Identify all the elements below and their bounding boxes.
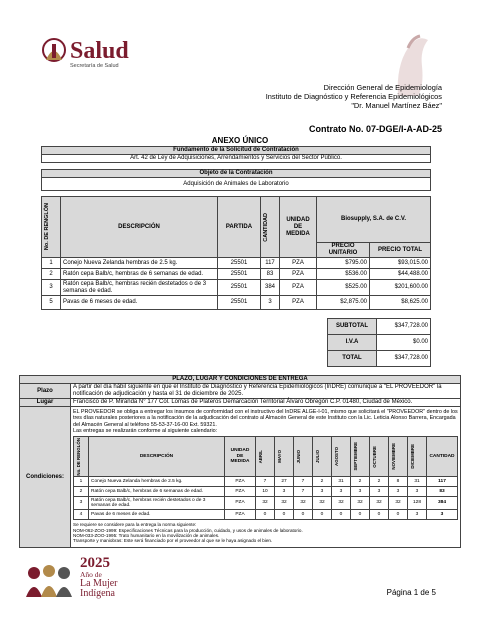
sched-header-descripcion: DESCRIPCIÓN <box>89 437 225 477</box>
table-row <box>42 280 431 296</box>
cell-renglon: 1 <box>42 258 61 269</box>
cell-partida: 25501 <box>218 269 261 280</box>
iva-value: $0.00 <box>377 335 431 351</box>
cell-precio-total: $8,625.00 <box>370 296 431 310</box>
year-motto-line: Año de <box>80 570 102 579</box>
page-number: Página 1 de 5 <box>386 588 436 597</box>
cell-month: 0 <box>370 510 389 520</box>
cell-cantidad: 384 <box>261 280 280 296</box>
schedule-table <box>73 436 458 520</box>
plazo-text: A partir del día hábil siguiente en que el Instituto de Diagnóstico y Referencia Epidemiológicos (InDRE) comunique a "EL PROVEEDOR" la notificación de adjudicación y hasta el 31 de diciembre de 2025. <box>71 384 461 399</box>
institution-line: "Dr. Manuel Martínez Báez" <box>351 101 442 110</box>
cell-month: 32 <box>256 497 275 510</box>
cell-month: 32 <box>294 497 313 510</box>
subtotal-label: SUBTOTAL <box>328 319 377 335</box>
cell-descripcion: Ratón cepa Balb/c, hembras de 6 semanas de edad. <box>61 269 218 280</box>
cell-month: 7 <box>256 477 275 487</box>
sched-header-renglon: No. DE RENGLÓN <box>76 437 81 476</box>
totals-table <box>327 318 431 367</box>
objeto-table <box>41 169 431 191</box>
cell-renglon: 5 <box>42 296 61 310</box>
fundamento-text: Art. 42 de Ley de Adquisiciones, Arrendamientos y Servicios del Sector Público. <box>42 155 431 163</box>
table-row <box>42 296 431 310</box>
cell-partida: 25501 <box>218 280 261 296</box>
cell-renglon: 3 <box>74 497 89 510</box>
header-precio-unitario: PRECIO UNITARIO <box>317 243 370 258</box>
objeto-text: Adquisición de Animales de Laboratorio <box>42 178 431 191</box>
condiciones-text-2: Las entregas se realizarán conforme al siguiente calendario: <box>73 427 218 434</box>
cell-month: 0 <box>332 510 351 520</box>
cell-precio-total: $93,015.00 <box>370 258 431 269</box>
sched-header-month: MAYO <box>277 450 282 464</box>
sched-header-cantidad: CANTIDAD <box>427 437 458 477</box>
salud-logo-text: Salud <box>70 38 129 64</box>
totals-row <box>328 351 431 367</box>
cell-month: 0 <box>294 510 313 520</box>
cell-month: 32 <box>351 497 370 510</box>
cell-precio-unitario: $525.00 <box>317 280 370 296</box>
cell-partida: 25501 <box>218 296 261 310</box>
salud-logo-subtitle: Secretaría de Salud <box>70 63 119 69</box>
cell-month: 128 <box>408 497 427 510</box>
table-row <box>74 510 458 520</box>
sched-header-month: JULIO <box>315 450 320 464</box>
sched-header-month: SEPTIEMBRE <box>353 442 358 471</box>
year-motto-line: La Mujer <box>80 578 118 589</box>
cell-month: 27 <box>275 477 294 487</box>
cell-cantidad: 117 <box>427 477 458 487</box>
objeto-title: Objeto de la Contratación <box>42 170 431 178</box>
cell-unidad: PZA <box>280 296 317 310</box>
cell-unidad: PZA <box>280 258 317 269</box>
cell-partida: 25501 <box>218 258 261 269</box>
cell-unidad: PZA <box>225 497 256 510</box>
table-row <box>42 258 431 269</box>
sched-header-unidad: UNIDAD DE MEDIDA <box>225 437 256 477</box>
cell-renglon: 2 <box>42 269 61 280</box>
cell-month: 2 <box>351 477 370 487</box>
cell-month: 0 <box>256 510 275 520</box>
cell-precio-total: $201,600.00 <box>370 280 431 296</box>
cell-month: 3 <box>389 487 408 497</box>
year-motto <box>80 571 118 599</box>
notes-block <box>73 522 458 544</box>
cell-cantidad: 83 <box>261 269 280 280</box>
institution-line: Instituto de Diagnóstico y Referencia Epidemiológicos <box>265 92 442 101</box>
sched-header-month: JUNIO <box>296 449 301 464</box>
cell-cantidad: 3 <box>427 510 458 520</box>
cell-month: 3 <box>408 510 427 520</box>
cell-descripcion: Ratón cepa Balb/c, hembras recién destetados o de 3 semanas de edad. <box>89 497 225 510</box>
cell-month: 3 <box>351 487 370 497</box>
lugar-text: Francisco de P. Miranda N° 177 Col. Lomas de Plateros Demarcación Territorial Álvaro Obregón C.P. 01480, Ciudad de México. <box>71 399 461 407</box>
annex-title: ANEXO ÚNICO <box>211 136 269 145</box>
cell-month: 2 <box>370 477 389 487</box>
cell-precio-total: $44,488.00 <box>370 269 431 280</box>
cell-cantidad: 3 <box>261 296 280 310</box>
cell-month: 0 <box>275 510 294 520</box>
cell-month: 32 <box>332 497 351 510</box>
cell-month: 3 <box>313 487 332 497</box>
sched-header-month: DICIEMBRE <box>410 444 415 469</box>
cell-month: 7 <box>294 477 313 487</box>
year-motto-line: Indígena <box>80 588 115 599</box>
cell-month: 3 <box>370 487 389 497</box>
total-value: $347,728.00 <box>377 351 431 367</box>
fundamento-title: Fundamento de la Solicitud de Contratación <box>42 147 431 155</box>
cell-renglon: 4 <box>74 510 89 520</box>
year-label: 2025 <box>80 555 110 571</box>
note-line: NOM-033-ZOO-1995: Trato humanitario en la movilización de animales. <box>73 533 220 538</box>
cell-month: 3 <box>332 487 351 497</box>
condiciones-label: Condiciones: <box>20 407 71 548</box>
header-partida: PARTIDA <box>218 197 261 258</box>
cell-cantidad: 83 <box>427 487 458 497</box>
header-cantidad: CANTIDAD <box>263 212 269 242</box>
note-line: Transporte y maniobras: Este será financiado por el proveedor al que se le haya asignado el bien. <box>73 538 273 544</box>
institution-line: Dirección General de Epidemiología <box>323 83 442 92</box>
cell-descripcion: Pavas de 6 meses de edad. <box>89 510 225 520</box>
cell-month: 32 <box>370 497 389 510</box>
table-row <box>74 497 458 510</box>
cell-month: 32 <box>275 497 294 510</box>
condiciones-text: EL PROVEEDOR se obliga a entregar los insumos de conformidad con el instructivo del InDRE ALGE-I-01, mismo que solicitará el "PROVEEDOR" dentro de los tres días naturales posteriores a la notificación de la adjudicación del contrato al Almacén General de este Instituto con la Lic. Leticia Alonso Barrera, Encargada del Almacén General al teléfono 55-53-37-16-00 Ext. 59321. <box>73 409 458 428</box>
sched-header-month: OCTUBRE <box>372 445 377 468</box>
cell-precio-unitario: $795.00 <box>317 258 370 269</box>
header-descripcion: DESCRIPCIÓN <box>61 197 218 258</box>
cell-cantidad: 117 <box>261 258 280 269</box>
plazo-label: Plazo <box>20 384 71 399</box>
cell-unidad: PZA <box>225 510 256 520</box>
cell-month: 31 <box>332 477 351 487</box>
note-line: NOM-062-ZOO-1999: Especificaciones Técnicas para la producción, cuidado, y usos de animales de laboratorio. <box>73 527 303 533</box>
cell-descripcion: Ratón cepa Balb/c, hembras recién destetados o de 3 semanas de edad. <box>61 280 218 296</box>
cell-precio-unitario: $536.00 <box>317 269 370 280</box>
cell-month: 32 <box>313 497 332 510</box>
cell-cantidad: 384 <box>427 497 458 510</box>
cell-month: 3 <box>408 487 427 497</box>
fundamento-table <box>41 146 431 163</box>
cell-renglon: 2 <box>74 487 89 497</box>
table-row <box>74 477 458 487</box>
cell-month: 3 <box>275 487 294 497</box>
institution-block <box>142 83 442 110</box>
items-table <box>41 196 431 310</box>
sched-header-month: ABRIL <box>258 449 263 464</box>
total-label: TOTAL <box>328 351 377 367</box>
totals-row <box>328 319 431 335</box>
cell-descripcion: Pavas de 6 meses de edad. <box>61 296 218 310</box>
cell-descripcion: Ratón cepa Balb/c, hembras de 6 semanas de edad. <box>89 487 225 497</box>
cell-renglon: 3 <box>42 280 61 296</box>
cell-month: 0 <box>389 510 408 520</box>
cell-month: 2 <box>313 477 332 487</box>
totals-row <box>328 335 431 351</box>
cell-month: 7 <box>294 487 313 497</box>
cell-month: 8 <box>389 477 408 487</box>
indigenous-women-emblem-icon <box>22 563 76 599</box>
cell-unidad: PZA <box>225 487 256 497</box>
cell-month: 10 <box>256 487 275 497</box>
lugar-label: Lugar <box>20 399 71 407</box>
cell-unidad: PZA <box>280 280 317 296</box>
cell-precio-unitario: $2,875.00 <box>317 296 370 310</box>
header-precio-total: PRECIO TOTAL <box>370 243 431 258</box>
cell-month: 32 <box>389 497 408 510</box>
conditions-table <box>19 375 461 548</box>
conditions-title: PLAZO, LUGAR Y CONDICIONES DE ENTREGA <box>20 376 461 384</box>
table-row <box>74 487 458 497</box>
cell-descripcion: Conejo Nueva Zelanda hembras de 2.5 kg. <box>89 477 225 487</box>
header-unidad: UNIDAD DE MEDIDA <box>280 197 317 258</box>
cell-unidad: PZA <box>225 477 256 487</box>
subtotal-value: $347,728.00 <box>377 319 431 335</box>
header-renglon: No. DE RENGLÓN <box>44 203 50 251</box>
sched-header-month: AGOSTO <box>334 447 339 467</box>
cell-unidad: PZA <box>280 269 317 280</box>
table-row <box>42 269 431 280</box>
cell-renglon: 1 <box>74 477 89 487</box>
cell-month: 0 <box>313 510 332 520</box>
sched-header-month: NOVIEMBRE <box>391 443 396 470</box>
cell-month: 31 <box>408 477 427 487</box>
header-supplier: Biosupply, S.A. de C.V. <box>317 197 431 243</box>
cell-month: 0 <box>351 510 370 520</box>
iva-label: I.V.A <box>328 335 377 351</box>
note-line: Se requiere se considere para la entrega la norma siguiente: <box>73 522 197 528</box>
contract-number: Contrato No. 07-DGE/I-A-AD-25 <box>308 124 442 134</box>
cell-descripcion: Conejo Nueva Zelanda hembras de 2.5 kg. <box>61 258 218 269</box>
salud-emblem-icon <box>40 36 68 70</box>
